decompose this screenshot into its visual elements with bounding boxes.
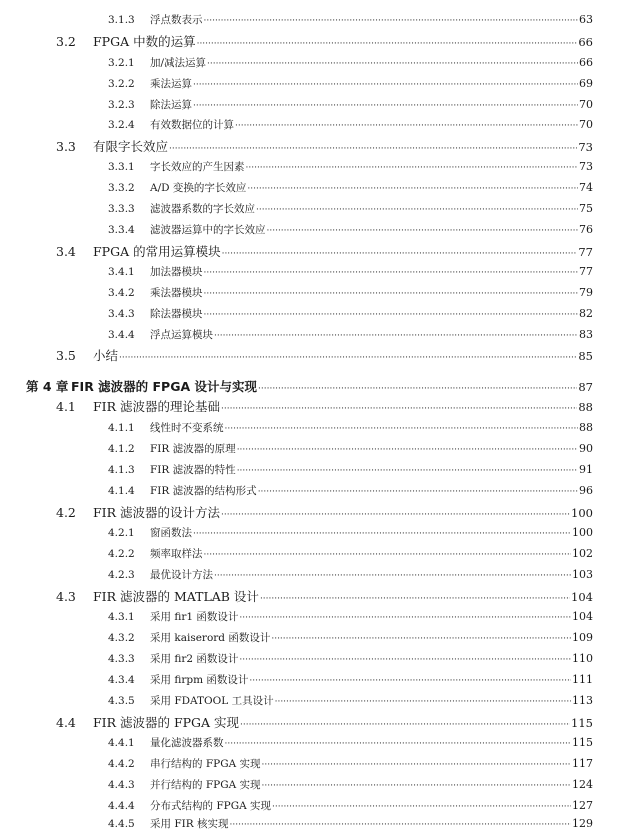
dot-leader <box>204 268 579 278</box>
dot-leader <box>204 16 579 26</box>
dot-leader <box>249 676 571 686</box>
entry-title: 小结 <box>93 348 119 363</box>
dot-leader <box>230 820 571 830</box>
toc-entry-3-2-3 <box>108 97 593 111</box>
dot-leader <box>207 59 578 69</box>
chapter-number: 第 4 章 <box>26 379 69 394</box>
dot-leader <box>240 720 570 730</box>
entry-page: 91 <box>579 463 593 476</box>
toc-entry-4-4-1 <box>108 735 593 749</box>
dot-leader <box>222 249 578 259</box>
toc-entry-3-2-2 <box>108 76 593 90</box>
toc-entry-3-3-3 <box>108 201 593 215</box>
entry-page: 124 <box>572 778 593 791</box>
entry-number: 3.2 <box>56 34 76 49</box>
toc-entry-3-4-2 <box>108 285 593 299</box>
entry-title: 除法器模块 <box>150 308 203 320</box>
entry-title: FIR 滤波器的 MATLAB 设计 <box>93 589 259 604</box>
entry-page: 109 <box>572 631 593 644</box>
entry-page: 83 <box>579 328 593 341</box>
entry-number: 4.4.2 <box>108 758 135 770</box>
toc-entry-3-3-2 <box>108 180 593 194</box>
entry-title: 采用 fir1 函数设计 <box>150 611 239 623</box>
toc-entry-3-2-1 <box>108 55 593 69</box>
entry-number: 3.4 <box>56 244 76 259</box>
dot-leader <box>169 144 577 154</box>
entry-number: 3.5 <box>56 348 76 363</box>
toc-chapter-4 <box>26 377 593 393</box>
entry-page: 63 <box>579 13 593 26</box>
entry-title: FIR 滤波器的设计方法 <box>93 505 220 520</box>
toc-entry-3-4-4 <box>108 327 593 341</box>
entry-number: 3.2.1 <box>108 57 135 69</box>
dot-leader <box>204 550 572 560</box>
entry-page: 100 <box>571 506 593 520</box>
entry-page: 111 <box>572 673 593 686</box>
dot-leader <box>262 760 572 770</box>
entry-page: 75 <box>579 202 593 215</box>
entry-title: 采用 kaiserord 函数设计 <box>150 632 271 644</box>
toc-entry-4-1 <box>56 397 593 413</box>
entry-title: 采用 fir2 函数设计 <box>150 653 239 665</box>
entry-page: 74 <box>579 181 593 194</box>
entry-page: 115 <box>571 716 593 730</box>
entry-page: 129 <box>572 817 593 830</box>
toc-entry-3-2-4 <box>108 117 593 131</box>
dot-leader <box>237 466 578 476</box>
toc-entry-3-3 <box>56 137 593 153</box>
entry-number: 4.4.5 <box>108 818 135 830</box>
entry-title: 滤波器运算中的字长效应 <box>150 224 266 236</box>
entry-page: 117 <box>572 757 593 770</box>
toc-entry-4-3 <box>56 587 593 603</box>
entry-number: 3.3.1 <box>108 161 135 173</box>
entry-page: 104 <box>572 610 593 623</box>
toc-entry-4-2-1 <box>108 525 593 539</box>
dot-leader <box>225 739 572 749</box>
entry-number: 4.3.4 <box>108 674 135 686</box>
entry-number: 4.2.1 <box>108 527 135 539</box>
toc-entry-3-4-3 <box>108 306 593 320</box>
entry-number: 4.4.4 <box>108 800 135 812</box>
entry-number: 4.1.2 <box>108 443 135 455</box>
entry-number: 4.2.2 <box>108 548 135 560</box>
dot-leader <box>272 802 571 812</box>
entry-page: 73 <box>579 160 593 173</box>
entry-page: 76 <box>579 223 593 236</box>
dot-leader <box>256 205 578 215</box>
entry-title: 线性时不变系统 <box>150 422 224 434</box>
entry-number: 3.4.2 <box>108 287 135 299</box>
dot-leader <box>258 384 577 394</box>
toc-entry-3-2 <box>56 32 593 48</box>
entry-number: 3.2.4 <box>108 119 135 131</box>
dot-leader <box>221 510 570 520</box>
entry-title: 乘法运算 <box>150 78 192 90</box>
entry-title: FPGA 的常用运算模块 <box>93 244 221 259</box>
dot-leader <box>271 634 571 644</box>
toc-entry-3-3-1 <box>108 159 593 173</box>
toc-entry-4-3-4 <box>108 672 593 686</box>
entry-page: 66 <box>579 56 593 69</box>
entry-number: 4.1.3 <box>108 464 135 476</box>
dot-leader <box>275 697 571 707</box>
dot-leader <box>260 594 570 604</box>
entry-number: 4.3 <box>56 589 76 604</box>
toc-entry-4-3-3 <box>108 651 593 665</box>
dot-leader <box>119 353 577 363</box>
entry-title: 串行结构的 FPGA 实现 <box>150 758 261 770</box>
entry-page: 79 <box>579 286 593 299</box>
entry-page: 103 <box>572 568 593 581</box>
dot-leader <box>221 404 577 414</box>
entry-title: FIR 滤波器的理论基础 <box>93 399 220 414</box>
entry-page: 66 <box>578 35 593 49</box>
toc-entry-3-5 <box>56 346 593 362</box>
entry-page: 82 <box>579 307 593 320</box>
toc-entry-4-3-5 <box>108 693 593 707</box>
dot-leader <box>239 655 571 665</box>
entry-number: 4.1 <box>56 399 76 414</box>
entry-page: 113 <box>572 694 593 707</box>
entry-page: 90 <box>579 442 593 455</box>
entry-title: FIR 滤波器的特性 <box>150 464 236 476</box>
dot-leader <box>214 571 571 581</box>
entry-page: 96 <box>579 484 593 497</box>
entry-title: 字长效应的产生因素 <box>150 161 245 173</box>
dot-leader <box>262 781 572 791</box>
entry-title: 采用 FIR 核实现 <box>150 818 229 830</box>
toc-entry-4-1-4 <box>108 483 593 497</box>
entry-title: 量化滤波器系数 <box>150 737 224 749</box>
toc-entry-4-2 <box>56 503 593 519</box>
entry-number: 4.1.1 <box>108 422 135 434</box>
dot-leader <box>193 529 571 539</box>
dot-leader <box>193 80 578 90</box>
entry-page: 110 <box>572 652 593 665</box>
toc-entry-3-1-3 <box>108 12 593 26</box>
entry-number: 3.2.2 <box>108 78 135 90</box>
entry-page: 87 <box>578 380 593 394</box>
entry-number: 4.3.1 <box>108 611 135 623</box>
entry-title: 并行结构的 FPGA 实现 <box>150 779 261 791</box>
entry-number: 3.3.2 <box>108 182 135 194</box>
entry-title: 分布式结构的 FPGA 实现 <box>150 800 271 812</box>
toc-entry-4-3-1 <box>108 609 593 623</box>
entry-title: 采用 firpm 函数设计 <box>150 674 249 686</box>
entry-page: 77 <box>579 265 593 278</box>
toc-entry-4-1-2 <box>108 441 593 455</box>
entry-number: 4.2 <box>56 505 76 520</box>
dot-leader <box>246 163 579 173</box>
toc-entry-4-4 <box>56 713 593 729</box>
entry-page: 85 <box>578 349 593 363</box>
entry-page: 88 <box>578 400 593 414</box>
entry-title: FIR 滤波器的结构形式 <box>150 485 257 497</box>
dot-leader <box>204 310 579 320</box>
dot-leader <box>214 331 578 341</box>
entry-title: 有限字长效应 <box>93 139 169 154</box>
entry-number: 4.4.1 <box>108 737 135 749</box>
entry-title: 加法器模块 <box>150 266 203 278</box>
entry-number: 3.4.4 <box>108 329 135 341</box>
dot-leader <box>197 39 578 49</box>
entry-page: 69 <box>579 77 593 90</box>
entry-title: 最优设计方法 <box>150 569 213 581</box>
entry-title: 频率取样法 <box>150 548 203 560</box>
entry-page: 100 <box>572 526 593 539</box>
entry-number: 3.2.3 <box>108 99 135 111</box>
toc-entry-4-2-2 <box>108 546 593 560</box>
entry-title: 滤波器系数的字长效应 <box>150 203 255 215</box>
entry-number: 4.4 <box>56 715 76 730</box>
entry-page: 104 <box>571 590 593 604</box>
dot-leader <box>267 226 579 236</box>
dot-leader <box>225 424 579 434</box>
entry-title: 浮点运算模块 <box>150 329 213 341</box>
entry-page: 102 <box>572 547 593 560</box>
dot-leader <box>204 289 579 299</box>
entry-number: 4.3.2 <box>108 632 135 644</box>
toc-entry-4-2-3 <box>108 567 593 581</box>
entry-page: 115 <box>572 736 593 749</box>
toc-entry-4-4-4 <box>108 798 593 812</box>
entry-page: 77 <box>578 245 593 259</box>
entry-title: 浮点数表示 <box>150 14 203 26</box>
entry-number: 4.3.5 <box>108 695 135 707</box>
entry-title: FPGA 中数的运算 <box>93 34 196 49</box>
entry-title: 采用 FDATOOL 工具设计 <box>150 695 274 707</box>
dot-leader <box>258 487 578 497</box>
entry-page: 70 <box>579 98 593 111</box>
toc-entry-3-4-1 <box>108 264 593 278</box>
entry-number: 3.4.3 <box>108 308 135 320</box>
toc-entry-4-3-2 <box>108 630 593 644</box>
entry-number: 3.4.1 <box>108 266 135 278</box>
entry-number: 3.1.3 <box>108 14 135 26</box>
entry-number: 4.4.3 <box>108 779 135 791</box>
toc-entry-3-4 <box>56 242 593 258</box>
entry-number: 3.3 <box>56 139 76 154</box>
entry-page: 127 <box>572 799 593 812</box>
entry-title: FIR 滤波器的原理 <box>150 443 236 455</box>
entry-number: 3.3.3 <box>108 203 135 215</box>
entry-number: 3.3.4 <box>108 224 135 236</box>
entry-title: 乘法器模块 <box>150 287 203 299</box>
dot-leader <box>237 445 578 455</box>
entry-title: FIR 滤波器的 FPGA 实现 <box>93 715 240 730</box>
entry-title: 加/减法运算 <box>150 57 207 69</box>
entry-title: 窗函数法 <box>150 527 192 539</box>
chapter-title: FIR 滤波器的 FPGA 设计与实现 <box>71 379 258 394</box>
entry-title: A/D 变换的字长效应 <box>150 182 247 194</box>
toc-entry-4-1-1 <box>108 420 593 434</box>
entry-page: 88 <box>579 421 593 434</box>
dot-leader <box>235 121 578 131</box>
entry-number: 4.1.4 <box>108 485 135 497</box>
dot-leader <box>239 613 571 623</box>
dot-leader <box>247 184 578 194</box>
toc-entry-4-1-3 <box>108 462 593 476</box>
entry-number: 4.3.3 <box>108 653 135 665</box>
entry-title: 除法运算 <box>150 99 192 111</box>
toc-entry-4-4-3 <box>108 777 593 791</box>
toc-entry-4-4-5 <box>108 816 593 830</box>
toc-entry-4-4-2 <box>108 756 593 770</box>
entry-page: 73 <box>578 140 593 154</box>
dot-leader <box>193 101 578 111</box>
entry-page: 70 <box>579 118 593 131</box>
toc-entry-3-3-4 <box>108 222 593 236</box>
entry-title: 有效数据位的计算 <box>150 119 234 131</box>
entry-number: 4.2.3 <box>108 569 135 581</box>
